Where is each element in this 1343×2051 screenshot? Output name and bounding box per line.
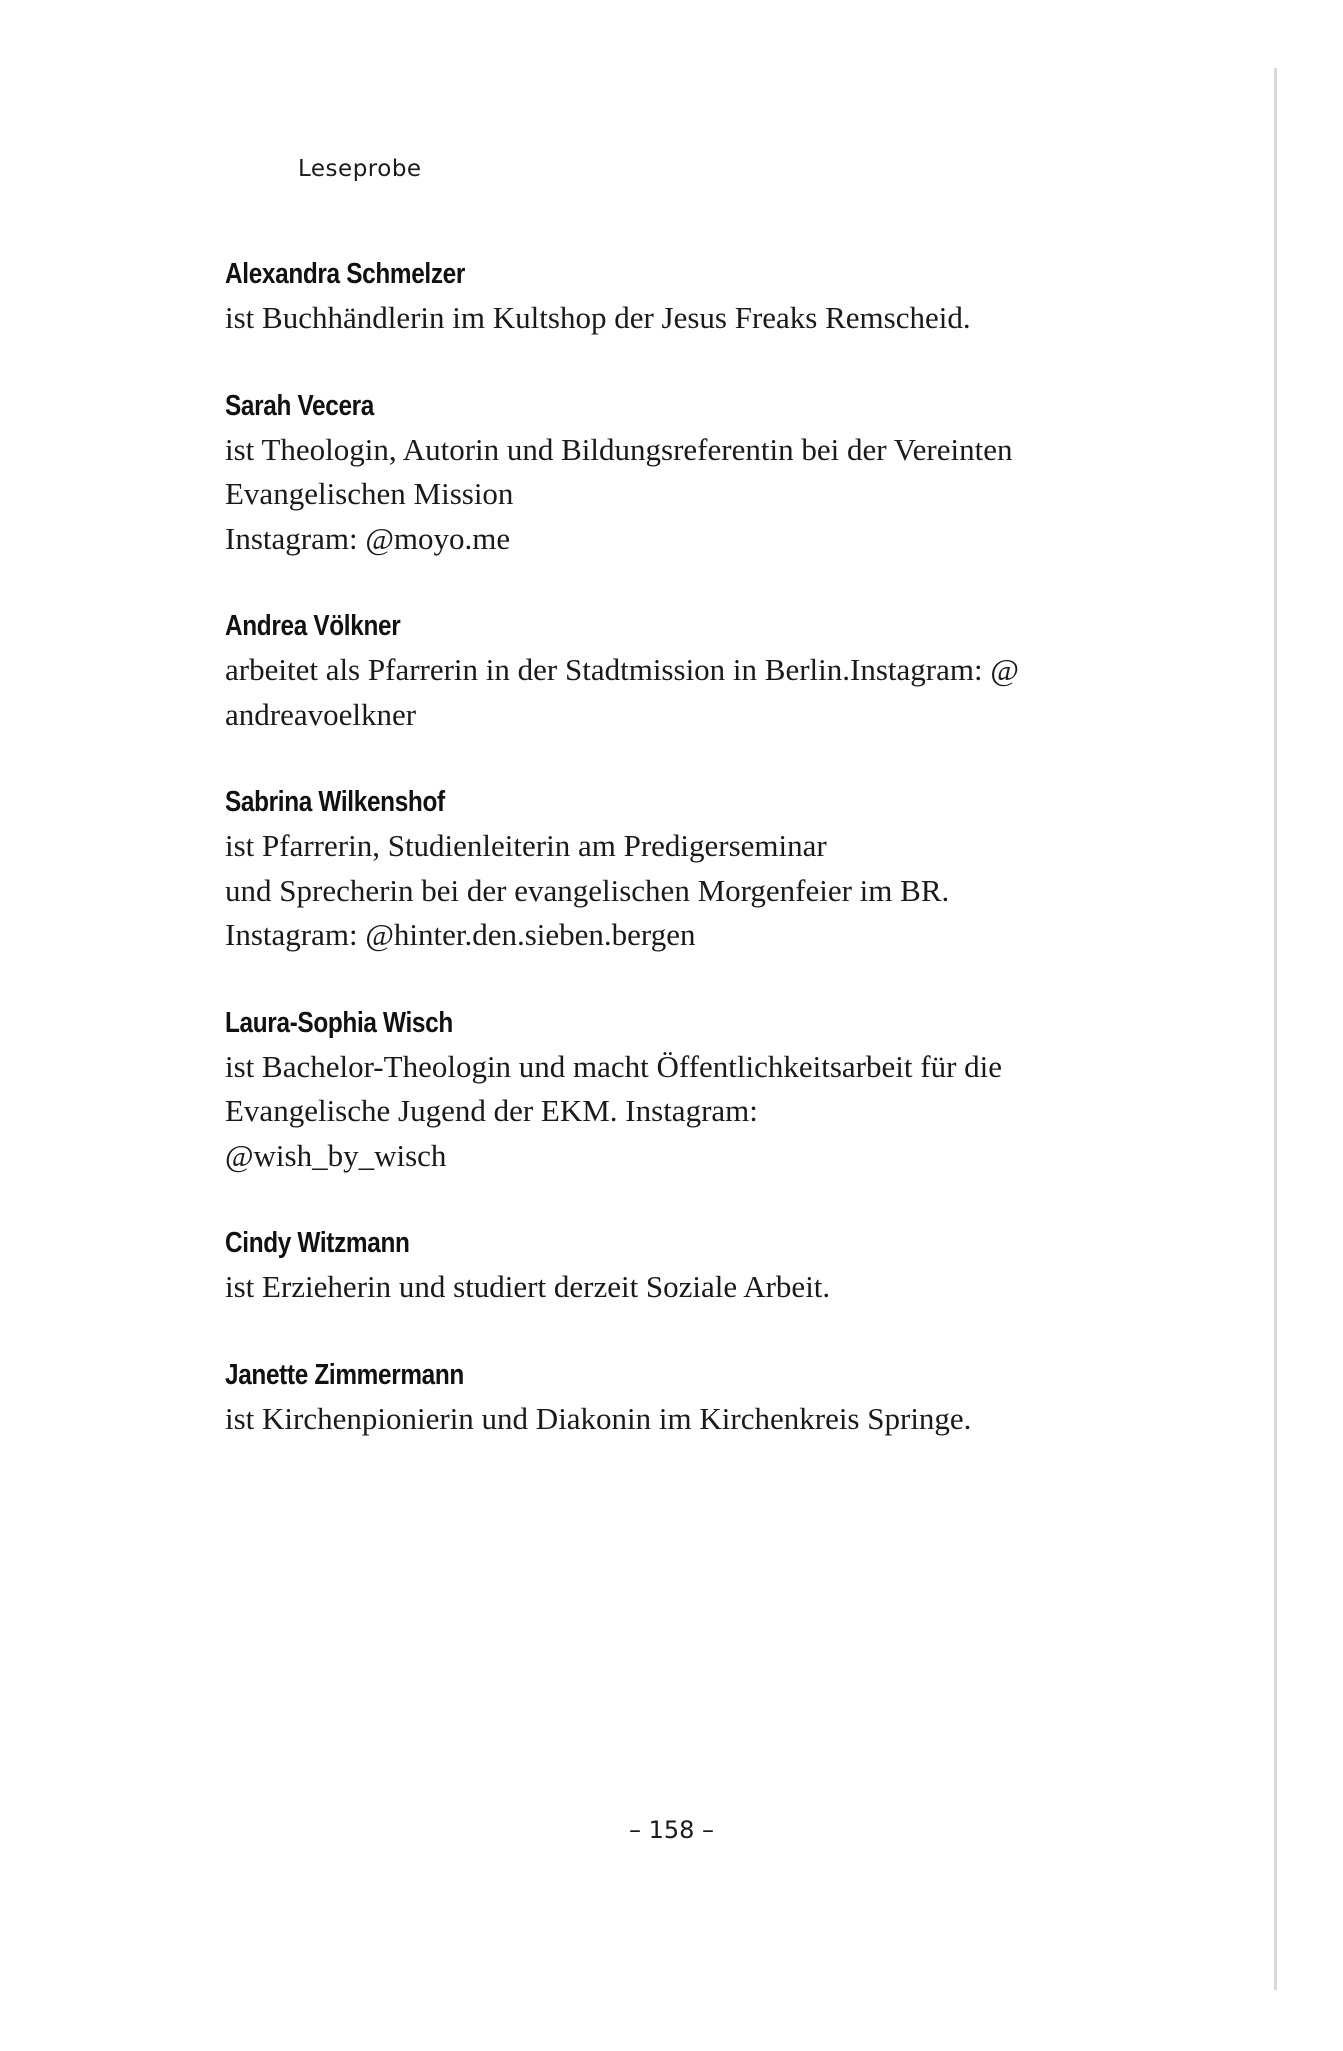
- contributor-name: Janette Zimmermann: [225, 1358, 464, 1391]
- contributor-bio-line: und Sprecherin bei der evangelischen Morgenfeier im BR.: [225, 872, 950, 908]
- contributor-bio-line: Instagram: @moyo.me: [225, 520, 511, 556]
- page-number: – 158 –: [628, 1816, 715, 1844]
- contributor-bio-line: arbeitet als Pfarrerin in der Stadtmission in Berlin.Instagram: @: [225, 652, 1019, 687]
- contributor-bio-line: ist Erzieherin und studiert derzeit Soziale Arbeit.: [225, 1269, 831, 1304]
- contributor-entry: [225, 1001, 1125, 1179]
- page-edge-divider: [1274, 68, 1277, 1990]
- contributor-list: [225, 252, 1125, 1484]
- contributor-bio-line: Instagram: @hinter.den.sieben.bergen: [225, 917, 696, 952]
- contributor-name: Laura-Sophia Wisch: [225, 1006, 453, 1039]
- contributor-name: Andrea Völkner: [225, 610, 401, 642]
- contributor-name: Cindy Witzmann: [225, 1227, 410, 1259]
- contributor-bio-line: ist Theologin, Autorin und Bildungsreferentin bei der Vereinten: [225, 431, 1013, 467]
- contributor-bio-line: ist Buchhändlerin im Kultshop der Jesus Freaks Remscheid.: [225, 300, 971, 335]
- contributor-bio-line: @wish_by_wisch: [225, 1137, 447, 1173]
- contributor-bio-line: ist Kirchenpionierin und Diakonin im Kirchenkreis Springe.: [225, 1400, 972, 1436]
- contributor-entry: [225, 1221, 1125, 1310]
- contributor-entry: [225, 1353, 1125, 1442]
- running-header: Leseprobe: [298, 156, 422, 182]
- contributor-bio-line: Evangelischen Mission: [225, 476, 514, 511]
- contributor-entry: [225, 252, 1125, 341]
- contributor-entry: [225, 384, 1125, 562]
- contributor-entry: [225, 780, 1125, 958]
- contributor-bio-line: Evangelische Jugend der EKM. Instagram:: [225, 1093, 758, 1128]
- contributor-bio-line: ist Pfarrerin, Studienleiterin am Predigerseminar: [225, 828, 827, 863]
- contributor-name: Alexandra Schmelzer: [225, 258, 466, 290]
- contributor-bio-line: andreavoelkner: [225, 696, 417, 732]
- contributor-name: Sabrina Wilkenshof: [225, 786, 445, 818]
- contributor-entry: [225, 604, 1125, 737]
- contributor-bio-line: ist Bachelor-Theologin und macht Öffentlichkeitsarbeit für die: [225, 1048, 1003, 1084]
- contributor-name: Sarah Vecera: [225, 389, 375, 422]
